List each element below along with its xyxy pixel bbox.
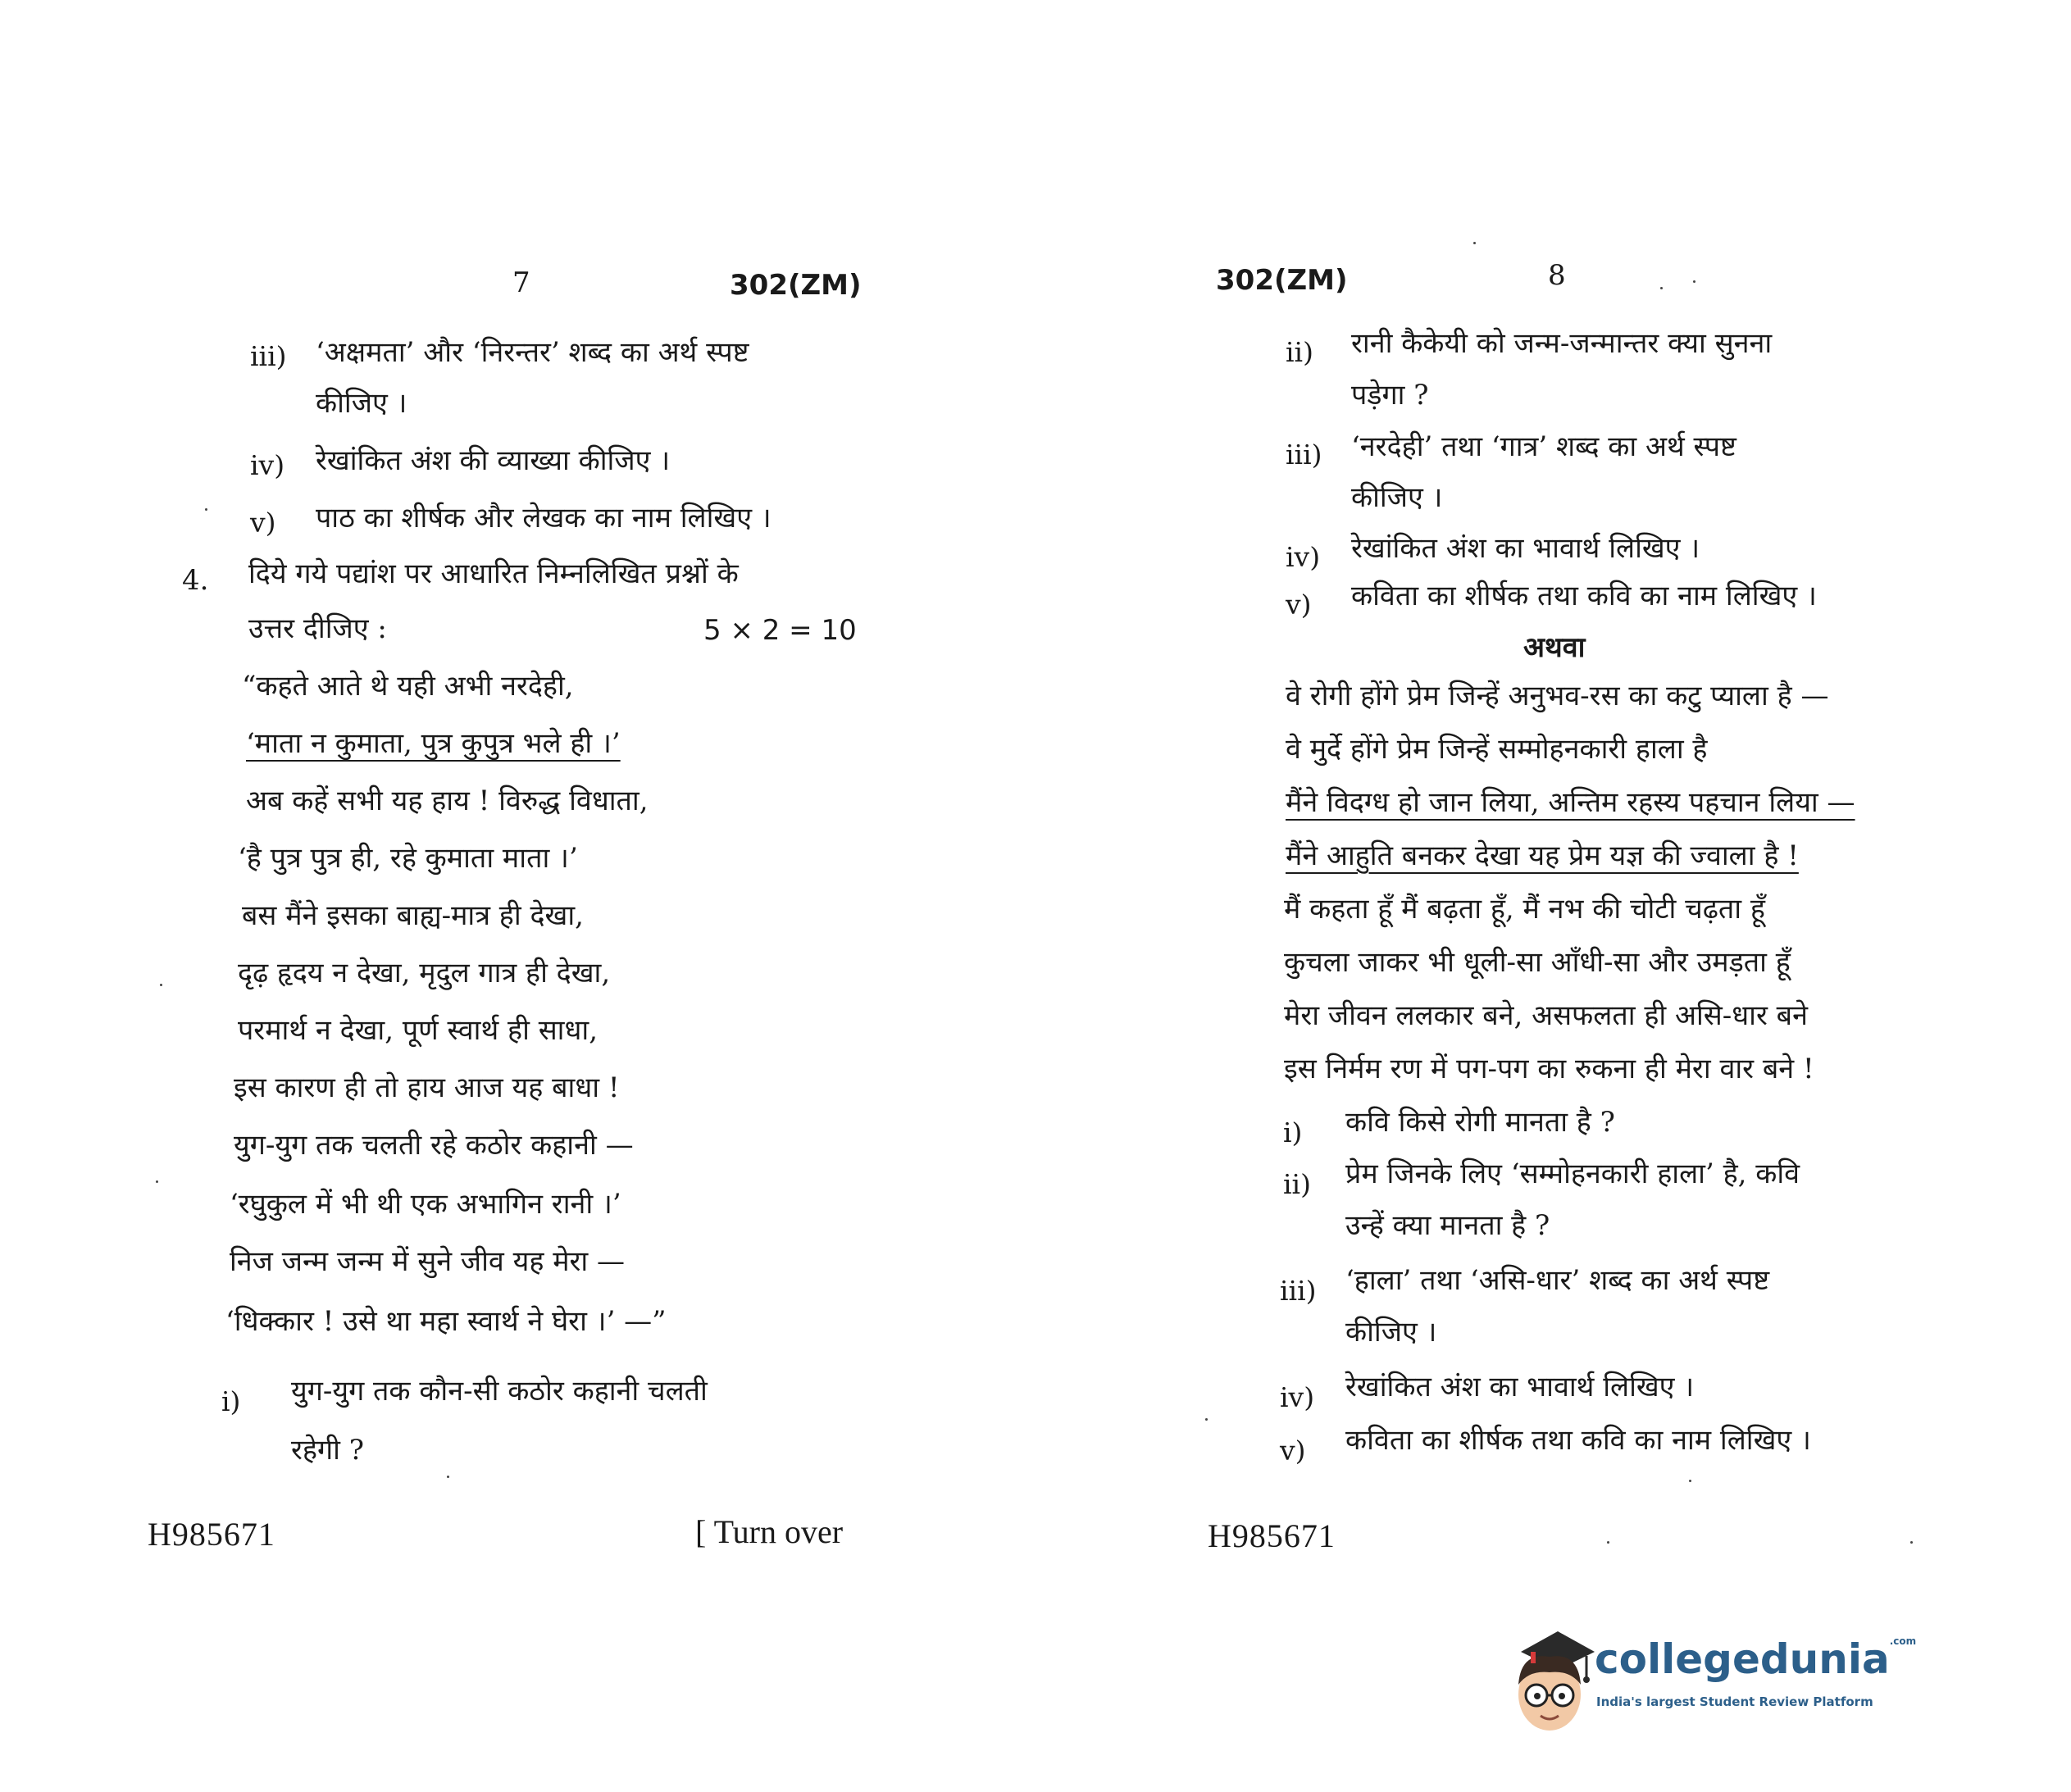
poem-line: निज जन्म जन्म में सुने जीव यह मेरा — [230, 1245, 626, 1278]
item-number: v) [1286, 589, 1312, 621]
item-text: पड़ेगा ? [1351, 379, 1429, 412]
brand-name: collegedunia$^{.com}$ [1595, 1635, 1917, 1683]
poem-line: ‘धिक्कार ! उसे था महा स्वार्थ ने घेरा ।’ —” [225, 1305, 667, 1338]
roll-code: H985671 [1208, 1517, 1336, 1554]
sub-item-text: कीजिए । [1345, 1316, 1437, 1349]
sub-item-text: रेखांकित अंश का भावार्थ लिखिए । [1345, 1371, 1695, 1403]
scan-speck [205, 508, 207, 511]
poem-line: दृढ़ हृदय न देखा, मृदुल गात्र ही देखा, [238, 957, 611, 989]
poem-line: बस मैंने इसका बाह्य-मात्र ही देखा, [242, 899, 584, 932]
sub-item-text: ‘हाला’ तथा ‘असि-धार’ शब्द का अर्थ स्पष्ट [1345, 1264, 1770, 1297]
sub-item-number: ii) [1283, 1168, 1311, 1200]
poem-line: ‘है पुत्र पुत्र ही, रहे कुमाता माता ।’ [238, 842, 578, 875]
paper-code: 302(ZM) [1216, 264, 1348, 297]
item-text: कीजिए । [316, 387, 407, 420]
item-text: पाठ का शीर्षक और लेखक का नाम लिखिए । [316, 502, 772, 534]
poem-line: वे मुर्दे होंगे प्रेम जिन्हें सम्मोहनकारी हाला है [1286, 733, 1708, 766]
item-number: v) [250, 507, 276, 539]
poem-line: ‘रघुकुल में भी थी एक अभागिन रानी ।’ [230, 1188, 621, 1221]
scan-speck [1693, 280, 1695, 283]
collegedunia-logo [1504, 1627, 1917, 1734]
item-number: iv) [1286, 541, 1321, 573]
turn-over-label: [ Turn over [695, 1513, 844, 1550]
poem-line-underlined: मैंने विदग्ध हो जान लिया, अन्तिम रहस्य पहचान लिया — [1286, 786, 1855, 819]
sub-item-text: कविता का शीर्षक तथा कवि का नाम लिखिए । [1345, 1424, 1811, 1457]
item-text: रानी कैकेयी को जन्म-जन्मान्तर क्या सुनना [1351, 327, 1773, 360]
sub-item-number: i) [1283, 1117, 1303, 1148]
poem-line-underlined: ‘माता न कुमाता, पुत्र कुपुत्र भले ही ।’ [246, 727, 621, 760]
scan-speck [447, 1476, 449, 1478]
poem-line: वे रोगी होंगे प्रेम जिन्हें अनुभव-रस का कटु प्याला है — [1286, 680, 1829, 712]
right-page [1036, 0, 2071, 1792]
item-text: ‘अक्षमता’ और ‘निरन्तर’ शब्द का अर्थ स्पष्ट [316, 336, 749, 369]
student-mascot-icon [1504, 1627, 1595, 1734]
sub-question-text: रहेगी ? [291, 1434, 364, 1467]
item-text: ‘नरदेही’ तथा ‘गात्र’ शब्द का अर्थ स्पष्ट [1351, 430, 1736, 463]
poem-line: इस निर्मम रण में पग-पग का रुकना ही मेरा वार बने ! [1284, 1053, 1814, 1085]
scan-speck [1660, 287, 1663, 289]
scan-speck [1473, 242, 1476, 244]
sub-item-number: iii) [1280, 1275, 1317, 1307]
poem-line: मेरा जीवन ललकार बने, असफलता ही असि-धार बने [1284, 999, 1808, 1032]
sub-item-number: v) [1280, 1435, 1306, 1467]
sub-question-number: i) [221, 1385, 241, 1417]
poem-line: मैं कहता हूँ मैं बढ़ता हूँ, मैं नभ की चोटी चढ़ता हूँ [1284, 893, 1765, 926]
item-number: ii) [1286, 336, 1313, 368]
item-number: iii) [1286, 439, 1322, 471]
item-text: रेखांकित अंश की व्याख्या कीजिए । [316, 444, 671, 477]
page-number: 7 [512, 266, 530, 299]
scan-speck [156, 1180, 158, 1183]
sub-item-text: उन्हें क्या मानता है ? [1345, 1209, 1550, 1242]
poem-line: परमार्थ न देखा, पूर्ण स्वार्थ ही साधा, [238, 1014, 599, 1047]
scan-speck [1689, 1480, 1691, 1482]
item-number: iv) [250, 449, 285, 481]
scan-speck [1607, 1541, 1609, 1544]
item-text: कीजिए । [1351, 481, 1443, 514]
sub-item-text: प्रेम जिनके लिए ‘सम्मोहनकारी हाला’ है, कवि [1345, 1158, 1800, 1190]
or-label: अथवा [1523, 631, 1586, 664]
sub-item-number: iv) [1280, 1381, 1315, 1413]
poem-line: “कहते आते थे यही अभी नरदेही, [242, 670, 574, 703]
brand-tagline: India's largest Student Review Platform [1596, 1694, 1873, 1709]
scan-speck [1205, 1418, 1208, 1421]
scan-speck [160, 984, 162, 986]
question-text: दिये गये पद्यांश पर आधारित निम्नलिखित प्रश्नों के [248, 557, 739, 590]
paper-code: 302(ZM) [730, 269, 862, 302]
roll-code: H985671 [148, 1516, 275, 1553]
question-number: 4. [182, 564, 209, 597]
poem-line: इस कारण ही तो हाय आज यह बाधा ! [234, 1071, 620, 1104]
poem-line: युग-युग तक चलती रहे कठोर कहानी — [234, 1129, 634, 1162]
sub-question-text: युग-युग तक कौन-सी कठोर कहानी चलती [291, 1375, 708, 1408]
item-text: रेखांकित अंश का भावार्थ लिखिए । [1351, 532, 1700, 565]
question-marks: 5 × 2 = 10 [703, 614, 857, 647]
sub-item-text: कवि किसे रोगी मानता है ? [1345, 1106, 1615, 1139]
page-number: 8 [1548, 259, 1566, 292]
scan-speck [1910, 1541, 1913, 1544]
item-text: कविता का शीर्षक तथा कवि का नाम लिखिए । [1351, 580, 1817, 612]
poem-line: कुचला जाकर भी धूली-सा आँधी-सा और उमड़ता हूँ [1284, 946, 1791, 979]
item-number: iii) [250, 340, 287, 372]
poem-line-underlined: मैंने आहुति बनकर देखा यह प्रेम यज्ञ की ज्वाला है ! [1286, 839, 1799, 872]
question-text: उत्तर दीजिए : [248, 612, 387, 645]
poem-line: अब कहें सभी यह हाय ! विरुद्ध विधाता, [246, 785, 649, 817]
